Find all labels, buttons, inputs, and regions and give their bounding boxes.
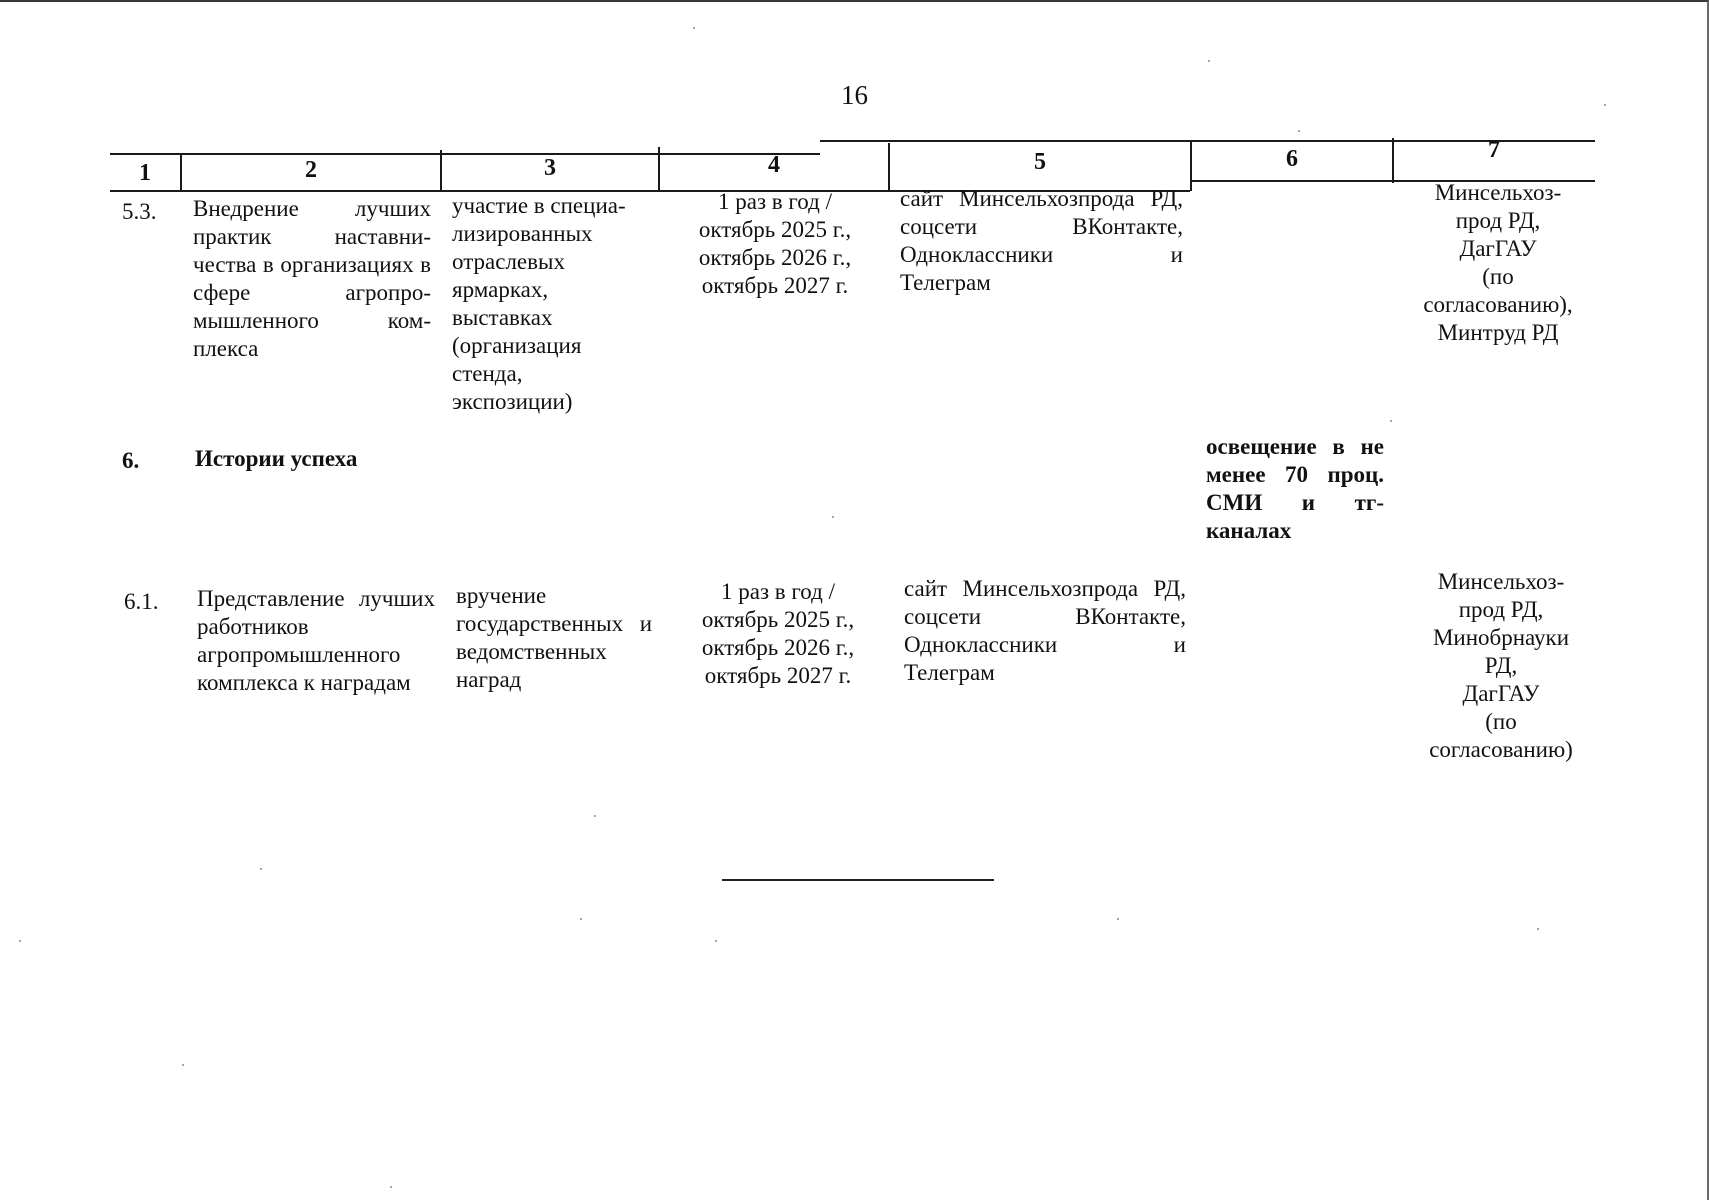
text-line: Одноклассники и: [900, 242, 1183, 267]
header-col-5: 5: [1034, 149, 1046, 175]
text-line: практик наставни-: [193, 224, 431, 249]
channel-cell: [900, 185, 1183, 297]
section-title: Истории успеха: [195, 446, 358, 471]
header-col-1: 1: [139, 160, 151, 186]
text-line: октябрь 2025 г.,: [698, 217, 852, 242]
activity-cell: [197, 585, 435, 697]
text-line: стенда,: [452, 361, 523, 386]
text-line: Минсельхоз-: [1434, 180, 1562, 205]
text-line: октябрь 2027 г.: [704, 663, 852, 688]
header-col-2: 2: [305, 157, 317, 183]
scan-speck: [693, 27, 695, 29]
scan-speck: [594, 815, 596, 817]
text-line: 1 раз в год /: [721, 579, 835, 604]
scan-speck: [1537, 928, 1539, 930]
header-col-3: 3: [544, 155, 556, 181]
scan-speck: [832, 516, 834, 518]
text-line: Телеграм: [904, 660, 995, 685]
text-line: согласованию),: [1423, 292, 1573, 317]
header-col-4: 4: [768, 152, 780, 178]
scan-speck: [19, 940, 21, 942]
text-line: участие в специа-: [452, 193, 626, 218]
text-line: прод РД,: [1458, 597, 1544, 622]
text-line: отраслевых: [452, 249, 565, 274]
event-cell: [456, 582, 652, 694]
row-number: 5.3.: [122, 199, 157, 224]
scan-speck: [1117, 918, 1119, 920]
text-line: ДагГАУ: [1459, 236, 1537, 261]
section-number: 6.: [122, 448, 140, 473]
text-line: соцсети ВКонтакте,: [900, 214, 1183, 239]
schedule-cell: [671, 578, 885, 690]
target-indicator-cell: [1206, 433, 1384, 545]
scan-speck: [715, 940, 717, 942]
text-line: лучших работников: [197, 586, 435, 639]
text-line: соцсети ВКонтакте,: [904, 604, 1186, 629]
scan-speck: [1604, 104, 1606, 106]
text-line: 1 раз в год /: [718, 189, 832, 214]
text-line: комплекса к наградам: [197, 670, 411, 695]
text-line: (по: [1485, 709, 1517, 734]
end-of-document-rule: [722, 879, 994, 881]
page-number: 16: [841, 80, 868, 110]
text-line: лизированных: [452, 221, 593, 246]
scan-speck: [1208, 60, 1210, 62]
text-line: согласованию): [1429, 737, 1573, 762]
header-col-6: 6: [1286, 146, 1298, 172]
text-line: государственных: [456, 611, 640, 636]
event-cell: [452, 192, 652, 416]
text-line: экспозиции): [452, 389, 573, 414]
scan-speck: [1298, 130, 1300, 132]
text-line: в сфере агропро-: [193, 252, 431, 305]
text-line: Внедрение лучших: [193, 196, 431, 221]
text-line: Минсельхоз-: [1437, 569, 1565, 594]
text-line: менее 70 проц.: [1206, 462, 1384, 487]
scan-speck: [580, 918, 582, 920]
row-number: 6.1.: [124, 589, 159, 614]
text-line: (по: [1482, 264, 1514, 289]
text-line: сайт Минсельхозпрода РД,: [904, 576, 1186, 601]
text-line: выставках: [452, 305, 553, 330]
text-line: освещение в не: [1206, 434, 1384, 459]
text-line: Минобрнауки: [1432, 625, 1570, 650]
text-line: октябрь 2026 г.,: [701, 635, 855, 660]
text-line: Представление: [197, 586, 359, 611]
scan-speck: [260, 868, 262, 870]
text-line: каналах: [1206, 518, 1292, 543]
text-line: плекса: [193, 336, 259, 361]
text-line: и ведомственных: [456, 611, 652, 664]
text-line: прод РД,: [1455, 208, 1541, 233]
text-line: СМИ и тг-: [1206, 490, 1384, 515]
text-line: Одноклассники и: [904, 632, 1186, 657]
text-line: вручение: [456, 583, 547, 608]
text-line: Телеграм: [900, 270, 991, 295]
channel-cell: [904, 575, 1186, 687]
text-line: наград: [456, 667, 522, 692]
text-line: мышленного ком-: [193, 308, 431, 333]
activity-cell: [193, 195, 431, 363]
text-line: октябрь 2025 г.,: [701, 607, 855, 632]
responsible-cell: [1411, 568, 1591, 764]
text-line: ДагГАУ: [1462, 681, 1540, 706]
text-line: октябрь 2027 г.: [701, 273, 849, 298]
text-line: Минтруд РД: [1437, 320, 1559, 345]
text-line: (организация: [452, 333, 582, 358]
header-col-7: 7: [1488, 137, 1500, 163]
text-line: ярмарках,: [452, 277, 549, 302]
scan-speck: [1390, 420, 1392, 422]
scan-speck: [390, 1186, 392, 1188]
text-line: чества в организациях: [193, 252, 421, 277]
text-line: РД,: [1484, 653, 1518, 678]
text-line: агропромышленного: [197, 642, 401, 667]
text-line: октябрь 2026 г.,: [698, 245, 852, 270]
responsible-cell: [1408, 179, 1588, 347]
schedule-cell: [668, 188, 882, 300]
text-line: сайт Минсельхозпрода РД,: [900, 186, 1183, 211]
scan-speck: [182, 1064, 184, 1066]
